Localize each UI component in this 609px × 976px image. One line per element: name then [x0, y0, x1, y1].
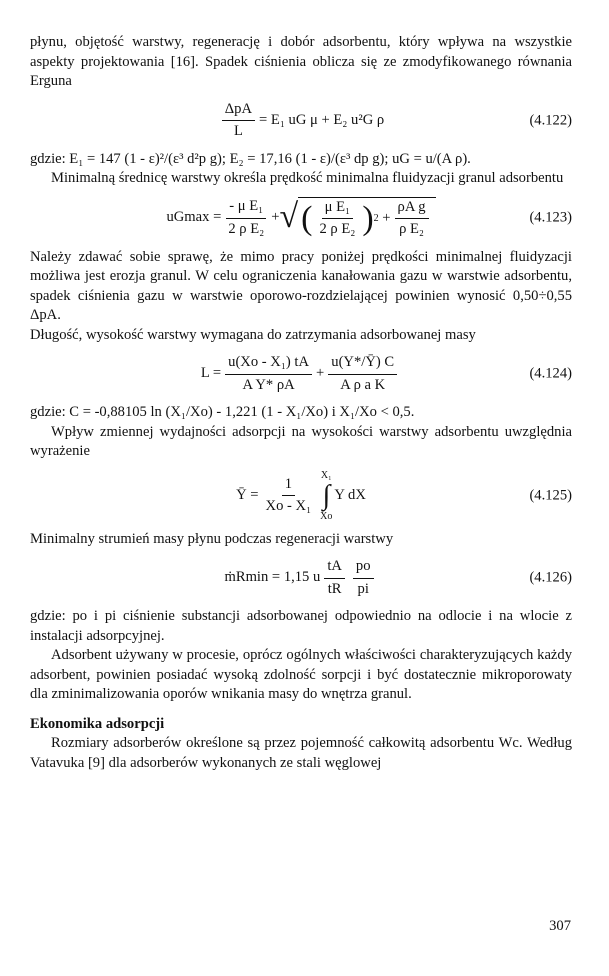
fraction [324, 557, 345, 599]
fraction [395, 198, 429, 240]
equation-rhs: = E₁ uG μ + E₂ u²G ρ [259, 111, 385, 128]
fraction [328, 353, 397, 395]
equation-lhs: ṁRmin = 1,15 u [224, 569, 321, 586]
fraction [225, 197, 267, 239]
radical-sign: √ [279, 197, 299, 235]
section-heading: Ekonomika adsorpcji [30, 715, 165, 732]
equation-number: (4.125) [529, 486, 572, 503]
denominator: tR [327, 580, 342, 597]
denominator: A Y* ρA [242, 376, 295, 393]
plus-sign: + [316, 365, 325, 382]
equation-4-126 [30, 557, 572, 599]
fraction [263, 475, 315, 517]
numerator: ρA g [395, 198, 429, 220]
equation-4-125 [30, 470, 572, 522]
equation-number: (4.123) [529, 209, 572, 226]
equation-4-123 [30, 197, 572, 240]
numerator: 1 [282, 475, 295, 497]
equation-lhs: Ȳ = [236, 486, 259, 503]
paragraph: Adsorbent używany w procesie, oprócz ogólnych właściwości charakteryzujących każdy adsorbent, powinien posiadać wysoką zdolność sorpcji i być dostatecznie mikroporowaty dla zminimalizowania oporów wnikania masy do wnętrza granul. [30, 647, 572, 702]
equation-4-122 [30, 100, 572, 142]
page-number: 307 [549, 918, 571, 934]
fraction [353, 557, 374, 599]
denominator: 2 ρ E₂ [228, 220, 265, 237]
paragraph-where: gdzie: E₁ = 147 (1 - ε)²/(ε³ d²p g); E₂ = 17,16 (1 - ε)/(ε³ dp g); uG = u/(A ρ). [30, 150, 471, 167]
numerator: u(Y*/Ȳ) C [328, 353, 397, 375]
square-root [279, 197, 435, 240]
equation-number: (4.124) [529, 365, 572, 382]
integral-sign: ∫ [322, 479, 331, 511]
equation-number: (4.126) [529, 569, 572, 586]
paragraph: Minimalny strumień masy płynu podczas regeneracji warstwy [30, 530, 394, 547]
document-page [30, 33, 572, 773]
denominator: A ρ a K [340, 376, 386, 393]
paragraph-where: gdzie: C = -0,88105 ln (X₁/Xo) - 1,221 (1 - X₁/Xo) i X₁/Xo < 0,5. [30, 404, 415, 420]
numerator: u(Xo - X₁) tA [225, 353, 312, 375]
radicand: ( $\frac{\text{μ E₁}}{\text{2 ρ E₂}}$ ) 2 + $\frac{\text{ρA g}}{\text{ρ E₂}}$ [298, 197, 435, 240]
integral [320, 470, 332, 522]
fraction [225, 353, 312, 395]
plus-sign: + [271, 209, 280, 226]
paren-open: ( [301, 199, 313, 237]
fraction [316, 198, 358, 240]
denominator: L [233, 123, 243, 139]
plus-sign: + [378, 209, 391, 226]
fraction [222, 100, 255, 142]
equation-number: (4.122) [529, 111, 572, 128]
numerator: tA [324, 557, 345, 579]
paragraph: płynu, objętość warstwy, regenerację i dobór adsorbentu, który wpływa na wszystkie aspekty projektowania [16]. Spadek ciśnienia oblicza się ze zmodyfikowanego równania Erguna [30, 34, 572, 89]
upper-limit: X₁ [320, 469, 332, 481]
integrand: Y dX [334, 486, 366, 503]
denominator: Xo - X₁ [265, 498, 312, 514]
denominator: 2 ρ E₂ [319, 221, 356, 237]
lower-limit: Xo [320, 510, 333, 522]
paragraph: Rozmiary adsorberów określone są przez pojemność całkowitą adsorbentu Wc. Według Vatavuka [9] dla adsorberów wykonanych ze stali węglowej [30, 735, 572, 771]
paragraph: Minimalną średnicę warstwy określa prędkość minimalna fluidyzacji granul adsorbentu [51, 170, 564, 186]
equation-lhs: uGmax = [166, 209, 222, 226]
paren-close: ) [362, 199, 374, 237]
numerator: μ E₁ [322, 198, 353, 220]
numerator: ΔpA [222, 100, 255, 122]
paragraph: Wpływ zmiennej wydajności adsorpcji na wysokości warstwy adsorbentu uwzględnia wyrażenie [30, 423, 572, 459]
paragraph-where: gdzie: po i pi ciśnienie substancji adsorbowanej odpowiednio na odlocie i na wlocie z instalacji adsorpcyjnej. [30, 608, 572, 644]
paragraph: Należy zdawać sobie sprawę, że mimo pracy poniżej prędkości minimalnej fluidyzacji możliwa jest erozja granul. W celu ograniczenia kanałowania gazu w warstwie adsorbentu, spadek ciśnienia gazu w warstwie oporowo-rozdzielającej powinien wynosić 0,50÷0,55 ΔpA. [30, 248, 572, 323]
equation-4-124 [30, 353, 572, 395]
numerator: - μ E₁ [226, 197, 266, 219]
equation-lhs: L = [200, 365, 222, 382]
paragraph: Długość, wysokość warstwy wymagana do zatrzymania adsorbowanej masy [30, 326, 476, 343]
denominator: ρ E₂ [399, 221, 424, 237]
numerator: po [353, 557, 374, 579]
denominator: pi [357, 580, 369, 597]
